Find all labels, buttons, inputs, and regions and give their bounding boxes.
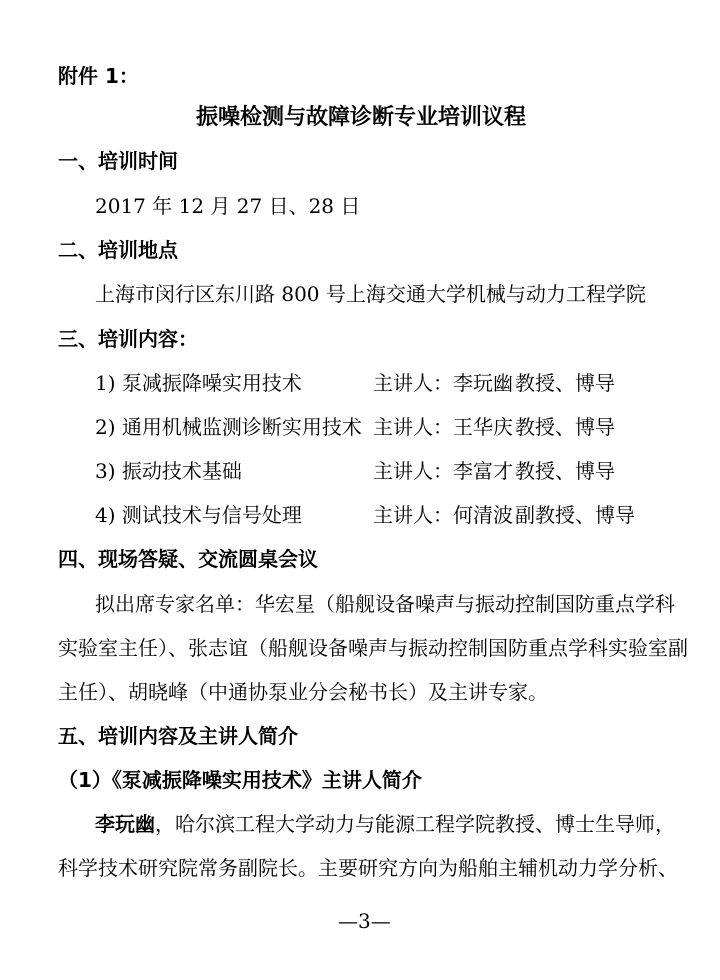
document-title: 振噪检测与故障诊断专业培训议程: [196, 105, 527, 130]
page-number: —3—: [338, 909, 391, 933]
training-date: 2017 年 12 月 27 日、28 日: [95, 194, 361, 218]
lecturer-bio-line: 李玩幽，哈尔滨工程大学动力与能源工程学院教授、博士生导师，: [95, 812, 675, 836]
expert-list-line: 拟出席专家名单：华宏星（船舰设备噪声与振动控制国防重点学科: [95, 592, 675, 616]
expert-list-line: 实验室主任）、张志谊（船舰设备噪声与振动控制国防重点学科实验室副: [58, 636, 688, 660]
lecturer-intro-subheading: （1）《泵减振降噪实用技术》主讲人简介: [58, 768, 422, 792]
course-topic: 2) 通用机械监测诊断实用技术: [95, 415, 362, 439]
lecturer-title: 副教授、博导: [515, 503, 635, 527]
section-heading-location: 二、培训地点: [58, 238, 178, 262]
lecturer-name: 主讲人：何清波: [373, 503, 513, 527]
section-heading-intro: 五、培训内容及主讲人简介: [58, 724, 298, 748]
lecturer-name: 主讲人：李玩幽: [373, 371, 513, 395]
section-heading-qa: 四、现场答疑、交流圆桌会议: [58, 547, 318, 571]
section-heading-time: 一、培训时间: [58, 149, 178, 173]
lecturer-bio-name: 李玩幽: [95, 812, 155, 836]
lecturer-title: 教授、博导: [515, 415, 615, 439]
course-topic: 4) 测试技术与信号处理: [95, 503, 302, 527]
course-topic: 1) 泵减振降噪实用技术: [95, 371, 302, 395]
lecturer-title: 教授、博导: [515, 459, 615, 483]
expert-list-line: 主任）、胡晓峰（中通协泵业分会秘书长）及主讲专家。: [58, 680, 548, 704]
section-heading-content: 三、培训内容：: [58, 327, 198, 351]
training-location: 上海市闵行区东川路 800 号上海交通大学机械与动力工程学院: [95, 282, 646, 306]
lecturer-name: 主讲人：李富才: [373, 459, 513, 483]
lecturer-name: 主讲人：王华庆: [373, 415, 513, 439]
attachment-label: 附件 1：: [58, 64, 139, 88]
lecturer-bio-line: 科学技术研究院常务副院长。主要研究方向为船舶主辅机动力学分析、: [58, 856, 678, 880]
course-topic: 3) 振动技术基础: [95, 459, 242, 483]
lecturer-title: 教授、博导: [515, 371, 615, 395]
